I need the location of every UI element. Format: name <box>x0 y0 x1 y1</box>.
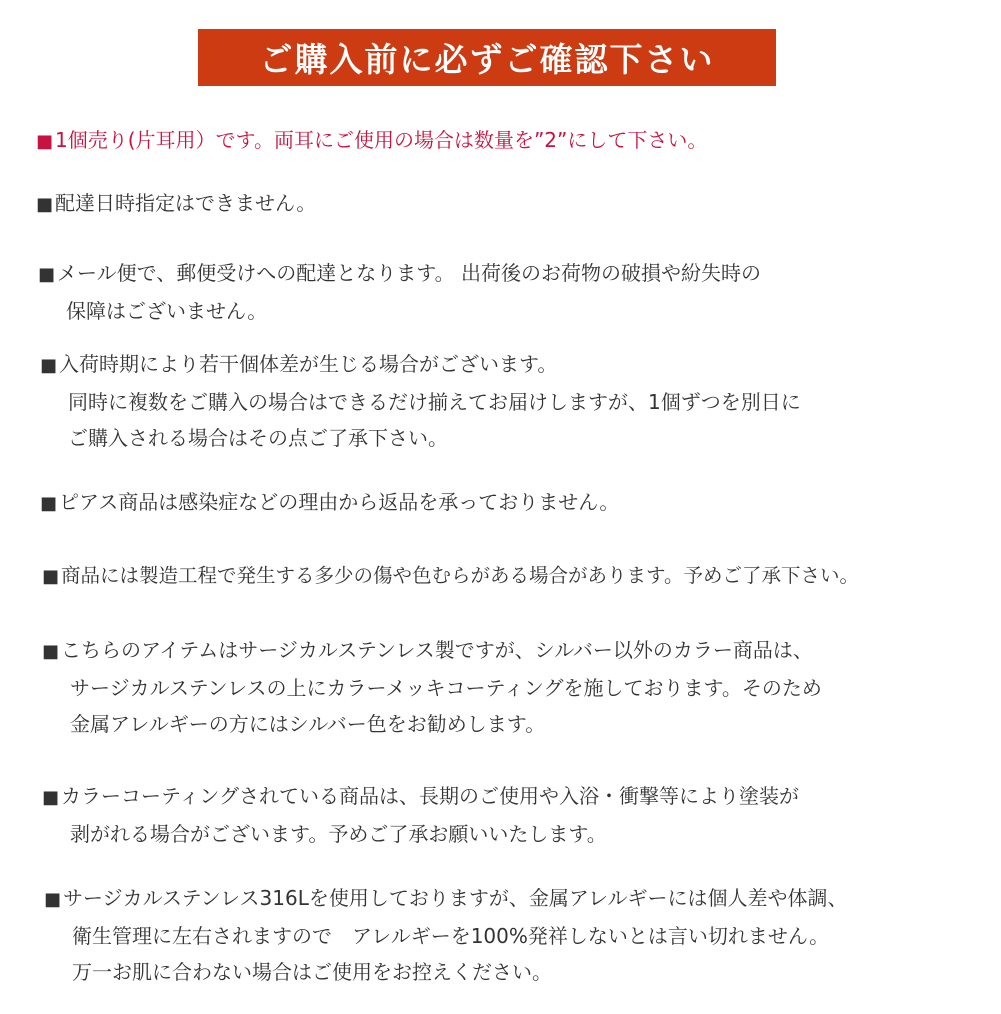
notice-line: ご購入される場合はその点ご了承下さい。 <box>68 426 448 450</box>
notice-line: サージカルステンレスの上にカラーメッキコーティングを施しております。そのため <box>70 676 822 700</box>
notice-line: 剥がれる場合がございます。予めご了承お願いいたします。 <box>70 822 607 846</box>
bullet-icon: ■ <box>42 566 60 587</box>
notice-line: 万一お肌に合わない場合はご使用をお控えください。 <box>72 960 552 984</box>
notice-line: ■ 入荷時期により若干個体差が生じる場合がございます。 <box>40 346 801 384</box>
bullet-icon: ■ <box>36 194 54 215</box>
notice-no-returns <box>40 484 619 522</box>
notice-line: ■ 配達日時指定はできません。 <box>36 185 316 223</box>
bullet-icon: ■ <box>42 787 60 808</box>
notice-line: ■ こちらのアイテムはサージカルステンレス製ですが、シルバー以外のカラー商品は、 <box>42 632 822 670</box>
notice-line: ■ ピアス商品は感染症などの理由から返品を承っておりません。 <box>40 484 619 522</box>
notice-line: ■ 1個売り(片耳用）です。両耳にご使用の場合は数量を”2”にして下さい。 <box>36 122 707 160</box>
bullet-icon: ■ <box>38 264 56 285</box>
notice-metal-allergy <box>44 880 848 990</box>
notice-line: 衛生管理に左右されますので アレルギーを100%発祥しないとは言い切れません。 <box>72 924 830 948</box>
notice-line: ■ カラーコーティングされている商品は、長期のご使用や入浴・衝撃等により塗装が <box>42 778 799 816</box>
bullet-icon: ■ <box>40 355 58 376</box>
notice-manufacturing-marks <box>42 558 859 595</box>
notice-single-ear <box>36 122 707 160</box>
notice-line: 保障はございません。 <box>66 299 268 323</box>
notice-line: ■ サージカルステンレス316Lを使用しておりますが、金属アレルギーには個人差や体調、 <box>44 880 848 918</box>
bullet-icon: ■ <box>36 131 54 152</box>
notice-line: 金属アレルギーの方にはシルバー色をお勧めします。 <box>70 712 546 736</box>
bullet-icon: ■ <box>44 889 62 910</box>
notice-surgical-stainless <box>42 632 822 742</box>
bullet-icon: ■ <box>40 493 58 514</box>
notice-line: ■ 商品には製造工程で発生する多少の傷や色むらがある場合があります。予めご了承下さい。 <box>42 558 859 595</box>
page-title: ご購入前に必ずご確認下さい <box>259 40 715 79</box>
title-banner <box>198 29 776 86</box>
notice-line: 同時に複数をご購入の場合はできるだけ揃えてお届けしますが、1個ずつを別日に <box>68 390 801 414</box>
notice-color-coating <box>42 778 799 852</box>
notice-line: ■ メール便で、郵便受けへの配達となります。 出荷後のお荷物の破損や紛失時の <box>38 255 761 293</box>
notice-no-delivery-time <box>36 185 316 223</box>
notice-mail-delivery <box>38 255 761 329</box>
bullet-icon: ■ <box>42 641 60 662</box>
notice-individual-difference <box>40 346 801 456</box>
